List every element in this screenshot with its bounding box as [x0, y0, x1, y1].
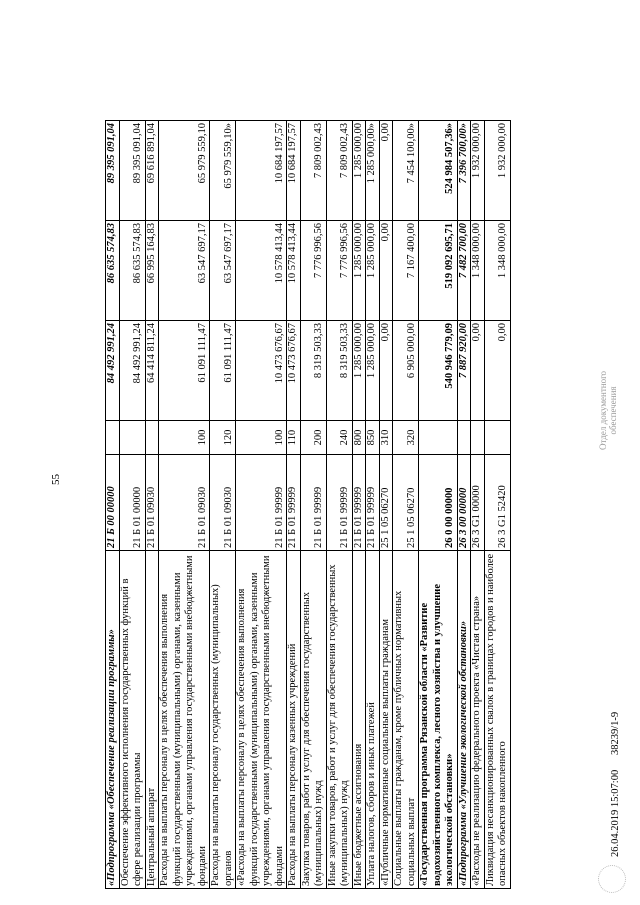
row-value-2020: 86 635 574,83	[106, 221, 120, 321]
row-code: 21 Б 01 99999	[366, 455, 380, 551]
budget-table	[105, 120, 511, 889]
row-code: 26 3 00 00000	[457, 455, 471, 551]
row-value-2019: 1 285 000,00	[366, 321, 380, 421]
row-name: Закупка товаров, работ и услуг для обеспечения государственных (муниципальных) нужд	[300, 551, 326, 889]
row-vr: 310	[379, 421, 393, 455]
row-name: Иные закупки товаров, работ и услуг для обеспечения государственных (муниципальных) нужд	[326, 551, 352, 889]
row-code: 21 Б 01 00000	[119, 455, 145, 551]
row-name: «Подпрограмма «Обеспечение реализации программы»	[106, 551, 120, 889]
row-vr: 110	[287, 421, 301, 455]
table-row	[457, 121, 471, 889]
row-value-2021: 1 932 000,00	[484, 121, 510, 221]
row-vr: 240	[326, 421, 352, 455]
row-value-2020: 1 285 000,00	[352, 221, 366, 321]
row-vr: 850	[366, 421, 380, 455]
table-row	[236, 121, 287, 889]
row-value-2020: 66 995 164,83	[145, 221, 159, 321]
row-name: Расходы на выплаты персоналу в целях обеспечения выполнения функций государственными (муниципальными) органами, казенными учреждениями, органами управления государственными внебюджетными фондами	[159, 551, 210, 889]
row-value-2021: 69 616 891,04	[145, 121, 159, 221]
row-value-2020: 7 482 700,00	[457, 221, 471, 321]
row-name: «Публичные нормативные социальные выплаты гражданам	[379, 551, 393, 889]
row-name: «Подпрограмма «Улучшение экологической обстановки»	[457, 551, 471, 889]
row-name: «Расходы на выплаты персоналу в целях обеспечения выполнения функций государственными (муниципальными) органами, казенными учреждениями, органами управления государственными внебюджетными фондами	[236, 551, 287, 889]
row-code: 21 Б 01 99999	[236, 455, 287, 551]
row-value-2021: 10 684 197,57	[287, 121, 301, 221]
row-vr	[484, 421, 510, 455]
table-row	[352, 121, 366, 889]
row-value-2021: 7 396 700,00»	[457, 121, 471, 221]
row-name: Обеспечение эффективного исполнения государственных функций в сфере реализации программы	[119, 551, 145, 889]
watermark-line-1: Отдел документного	[598, 370, 608, 450]
row-value-2019: 84 492 991,24	[119, 321, 145, 421]
stamp-icon	[598, 865, 626, 893]
row-code: 21 Б 01 99999	[326, 455, 352, 551]
row-value-2019: 8 319 503,33	[300, 321, 326, 421]
row-value-2020: 7 167 400,00	[393, 221, 419, 321]
row-value-2019: 540 946 779,09	[419, 321, 458, 421]
row-name: Расходы на выплаты персоналу казенных учреждений	[287, 551, 301, 889]
row-value-2021: 65 979 559,10»	[210, 121, 236, 221]
table-row	[484, 121, 510, 889]
row-value-2019: 8 319 503,33	[326, 321, 352, 421]
footer-datetime: 26.04.2019 15:07:00	[610, 769, 621, 857]
row-code: 21 Б 01 99999	[287, 455, 301, 551]
row-value-2021: 1 932 000,00	[471, 121, 485, 221]
row-vr: 320	[393, 421, 419, 455]
row-value-2020: 1 348 000,00	[471, 221, 485, 321]
row-vr	[106, 421, 120, 455]
row-name: «Государственная программа Рязанской области «Развитие водохозяйственного комплекса, лесного хозяйства и улучшение экологической обстановки»	[419, 551, 458, 889]
row-code: 26 0 00 00000	[419, 455, 458, 551]
row-code: 26 3 G1 52420	[484, 455, 510, 551]
row-code: 21 Б 01 99999	[300, 455, 326, 551]
row-value-2019: 64 414 811,24	[145, 321, 159, 421]
row-code: 21 Б 01 09030	[210, 455, 236, 551]
row-vr	[471, 421, 485, 455]
row-value-2021: 524 984 507,36»	[419, 121, 458, 221]
row-value-2019: 10 473 676,67	[236, 321, 287, 421]
row-code: 21 Б 01 09030	[159, 455, 210, 551]
row-value-2020: 1 348 000,00	[484, 221, 510, 321]
row-vr: 100	[236, 421, 287, 455]
table-row	[210, 121, 236, 889]
row-value-2019: 7 887 920,00	[457, 321, 471, 421]
row-value-2019: 6 905 000,00	[393, 321, 419, 421]
row-code: 21 Б 00 00000	[106, 455, 120, 551]
table-row	[287, 121, 301, 889]
row-code: 21 Б 01 99999	[352, 455, 366, 551]
row-value-2019: 61 091 111,47	[159, 321, 210, 421]
row-vr	[145, 421, 159, 455]
table-row	[471, 121, 485, 889]
budget-table-body	[106, 121, 511, 889]
row-value-2019: 10 473 676,67	[287, 321, 301, 421]
row-vr: 100	[159, 421, 210, 455]
row-value-2020: 63 547 697,17	[210, 221, 236, 321]
row-value-2021: 7 809 002,43	[300, 121, 326, 221]
row-code: 25 1 05 06270	[393, 455, 419, 551]
table-row	[106, 121, 120, 889]
row-value-2021: 1 285 000,00	[352, 121, 366, 221]
row-name: Расходы на выплаты персоналу государственных (муниципальных) органов	[210, 551, 236, 889]
table-row	[145, 121, 159, 889]
row-value-2020: 7 776 996,56	[326, 221, 352, 321]
table-row	[300, 121, 326, 889]
row-name: «Расходы не реализацию федерального проекта «Чистая страна»	[471, 551, 485, 889]
row-value-2021: 10 684 197,57	[236, 121, 287, 221]
row-name: Социальные выплаты гражданам, кроме публичных нормативных социальных выплат	[393, 551, 419, 889]
page-number: 55	[50, 474, 62, 485]
row-value-2021: 1 285 000,00»	[366, 121, 380, 221]
table-row	[119, 121, 145, 889]
table-row	[159, 121, 210, 889]
row-value-2019: 0,00	[484, 321, 510, 421]
row-code: 26 3 G1 00000	[471, 455, 485, 551]
row-vr: 800	[352, 421, 366, 455]
table-row	[379, 121, 393, 889]
row-value-2021: 7 454 100,00»	[393, 121, 419, 221]
row-value-2020: 63 547 697,17	[159, 221, 210, 321]
table-row	[393, 121, 419, 889]
row-value-2020: 10 578 413,44	[236, 221, 287, 321]
row-value-2021: 7 809 002,43	[326, 121, 352, 221]
row-value-2021: 65 979 559,10	[159, 121, 210, 221]
row-value-2019: 1 285 000,00	[352, 321, 366, 421]
table-row	[326, 121, 352, 889]
row-name: Ликвидация несанкционированных свалок в границах городов и наиболее опасных объектов накопленного	[484, 551, 510, 889]
row-vr	[457, 421, 471, 455]
row-value-2020: 519 092 695,71	[419, 221, 458, 321]
row-value-2021: 0,00	[379, 121, 393, 221]
row-value-2020: 7 776 996,56	[300, 221, 326, 321]
row-vr	[119, 421, 145, 455]
row-vr: 120	[210, 421, 236, 455]
table-row	[419, 121, 458, 889]
row-value-2019: 61 091 111,47	[210, 321, 236, 421]
row-value-2021: 89 395 091,04	[106, 121, 120, 221]
row-vr: 200	[300, 421, 326, 455]
row-value-2019: 0,00	[471, 321, 485, 421]
row-value-2020: 1 285 000,00	[366, 221, 380, 321]
row-value-2020: 0,00	[379, 221, 393, 321]
row-code: 25 1 05 06270	[379, 455, 393, 551]
watermark-line-2: обеспечения	[608, 386, 618, 435]
row-value-2020: 10 578 413,44	[287, 221, 301, 321]
row-code: 21 Б 01 09030	[145, 455, 159, 551]
row-vr	[419, 421, 458, 455]
watermark	[598, 371, 618, 450]
footer-doc-id: 38239/1-9	[610, 711, 621, 755]
row-value-2019: 84 492 991,24	[106, 321, 120, 421]
row-value-2019: 0,00	[379, 321, 393, 421]
row-value-2021: 89 395 091,04	[119, 121, 145, 221]
row-name: Иные бюджетные ассигнования	[352, 551, 366, 889]
table-row	[366, 121, 380, 889]
row-name: Уплата налогов, сборов и иных платежей	[366, 551, 380, 889]
row-value-2020: 86 635 574,83	[119, 221, 145, 321]
row-name: Центральный аппарат	[145, 551, 159, 889]
